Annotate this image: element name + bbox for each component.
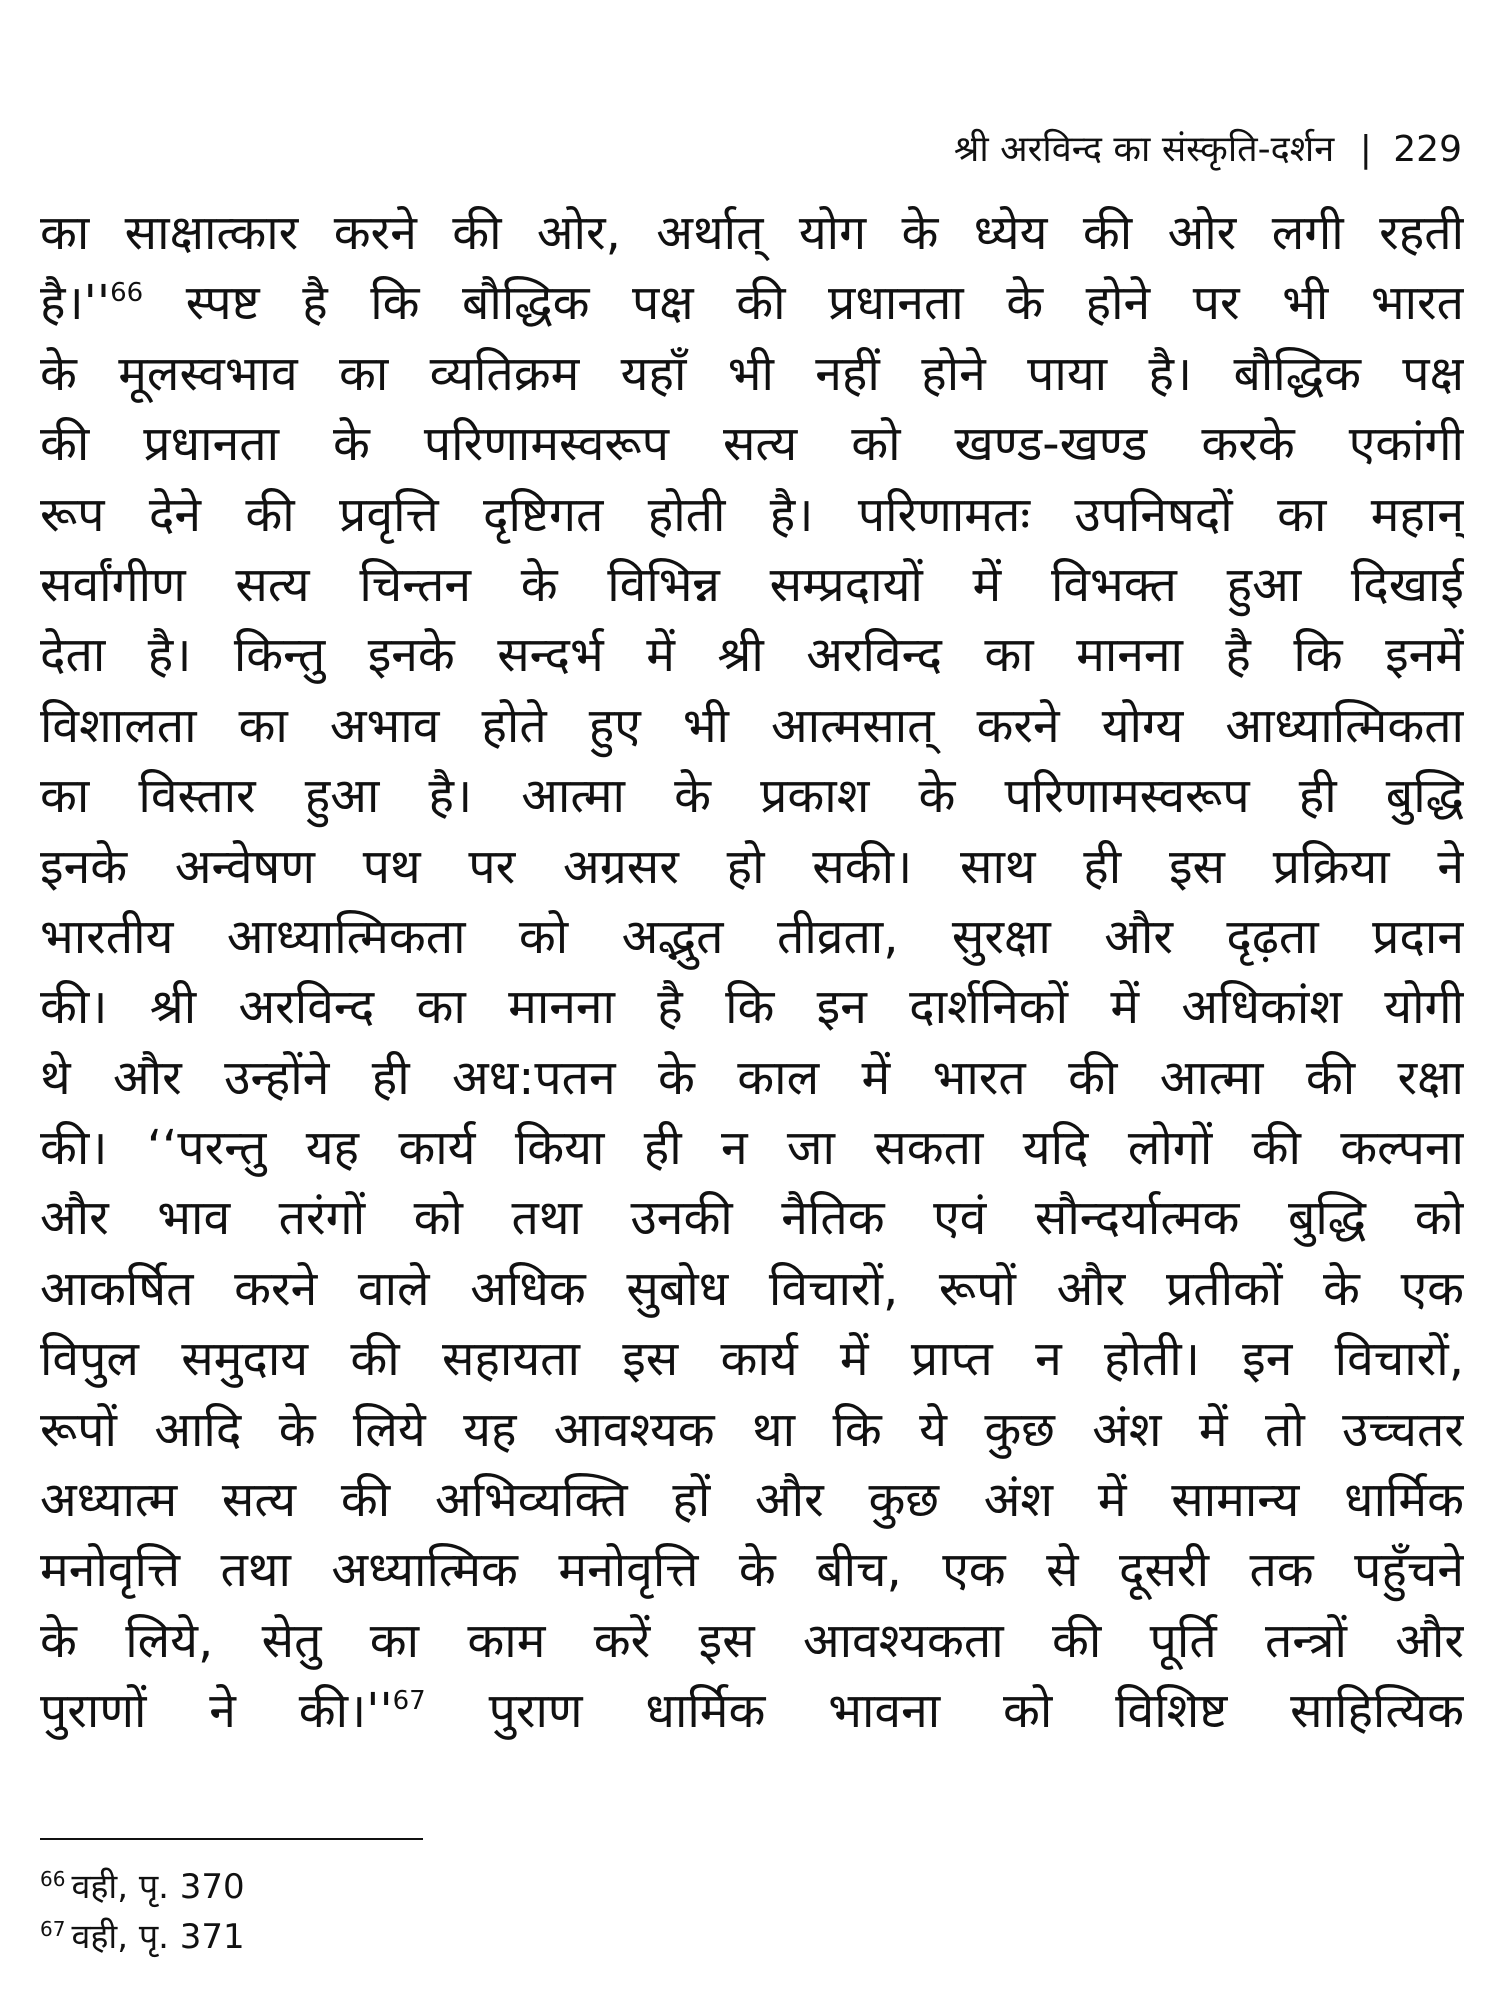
text-segment: है।'' xyxy=(40,275,111,332)
text-line: अध्यात्म सत्य की अभिव्यक्ति हों और कुछ अंश में सामान्य धार्मिक xyxy=(40,1472,1464,1529)
running-head-separator: | xyxy=(1359,129,1372,170)
text-line: विपुल समुदाय की सहायता इस कार्य में प्राप्त न होती। इन विचारों, xyxy=(40,1331,1464,1388)
text-line: रूपों आदि के लिये यह आवश्यक था कि ये कुछ अंश में तो उच्चतर xyxy=(40,1401,1464,1458)
footnote-number: 66 xyxy=(40,1867,66,1891)
footnote xyxy=(40,1862,840,1912)
text-line xyxy=(40,268,1464,338)
footnote-mark: 67 xyxy=(392,1686,426,1717)
footnotes xyxy=(40,1862,840,1962)
text-line: रूप देने की प्रवृत्ति दृष्टिगत होती है। परिणामतः उपनिषदों का महान् xyxy=(40,486,1464,543)
text-line: थे और उन्होंने ही अध:पतन के काल में भारत की आत्मा की रक्षा xyxy=(40,1049,1464,1106)
footnote-text: वही, पृ. 371 xyxy=(71,1917,245,1957)
text-segment: पुराण धार्मिक भावना को विशिष्ट साहित्यिक xyxy=(488,1683,1464,1740)
page-number: 229 xyxy=(1393,129,1462,170)
text-line: और भाव तरंगों को तथा उनकी नैतिक एवं सौन्दर्यात्मक बुद्धि को xyxy=(40,1190,1464,1247)
text-segment: पुराणों ने की।'' xyxy=(40,1683,393,1740)
text-line: विशालता का अभाव होते हुए भी आत्मसात् करने योग्य आध्यात्मिकता xyxy=(40,697,1464,754)
body-text xyxy=(40,198,1464,1747)
text-line: की प्रधानता के परिणामस्वरूप सत्य को खण्ड-खण्ड करके एकांगी xyxy=(40,416,1464,473)
footnote-text: वही, पृ. 370 xyxy=(71,1867,245,1907)
text-line: का साक्षात्कार करने की ओर, अर्थात् योग के ध्येय की ओर लगी रहती xyxy=(40,205,1464,261)
running-head xyxy=(954,128,1462,172)
text-line: का विस्तार हुआ है। आत्मा के प्रकाश के परिणामस्वरूप ही बुद्धि xyxy=(40,768,1464,825)
text-line: के मूलस्वभाव का व्यतिक्रम यहाँ भी नहीं होने पाया है। बौद्धिक पक्ष xyxy=(40,345,1464,402)
text-line: के लिये, सेतु का काम करें इस आवश्यकता की पूर्ति तन्त्रों और xyxy=(40,1612,1464,1669)
footnote-rule xyxy=(40,1838,423,1840)
text-line: सर्वांगीण सत्य चिन्तन के विभिन्न सम्प्रदायों में विभक्त हुआ दिखाई xyxy=(40,556,1464,613)
footnote xyxy=(40,1912,840,1962)
text-line: इनके अन्वेषण पथ पर अग्रसर हो सकी। साथ ही इस प्रक्रिया ने xyxy=(40,838,1464,895)
footnote-number: 67 xyxy=(40,1917,66,1941)
text-line: आकर्षित करने वाले अधिक सुबोध विचारों, रूपों और प्रतीकों के एक xyxy=(40,1260,1464,1317)
text-line xyxy=(40,1676,1464,1746)
running-title: श्री अरविन्द का संस्कृति-दर्शन xyxy=(953,129,1335,170)
text-line: की। ‘‘परन्तु यह कार्य किया ही न जा सकता यदि लोगों की कल्पना xyxy=(40,1120,1464,1177)
text-segment: स्पष्ट है कि बौद्धिक पक्ष की प्रधानता के होने पर भी भारत xyxy=(185,275,1464,332)
footnote-mark: 66 xyxy=(110,278,144,309)
text-line: देता है। किन्तु इनके सन्दर्भ में श्री अरविन्द का मानना है कि इनमें xyxy=(40,627,1464,684)
text-line: भारतीय आध्यात्मिकता को अद्भुत तीव्रता, सुरक्षा और दृढ़ता प्रदान xyxy=(40,908,1464,965)
text-line: मनोवृत्ति तथा अध्यात्मिक मनोवृत्ति के बीच, एक से दूसरी तक पहुँचने xyxy=(40,1542,1464,1599)
text-line: की। श्री अरविन्द का मानना है कि इन दार्शनिकों में अधिकांश योगी xyxy=(40,979,1464,1036)
